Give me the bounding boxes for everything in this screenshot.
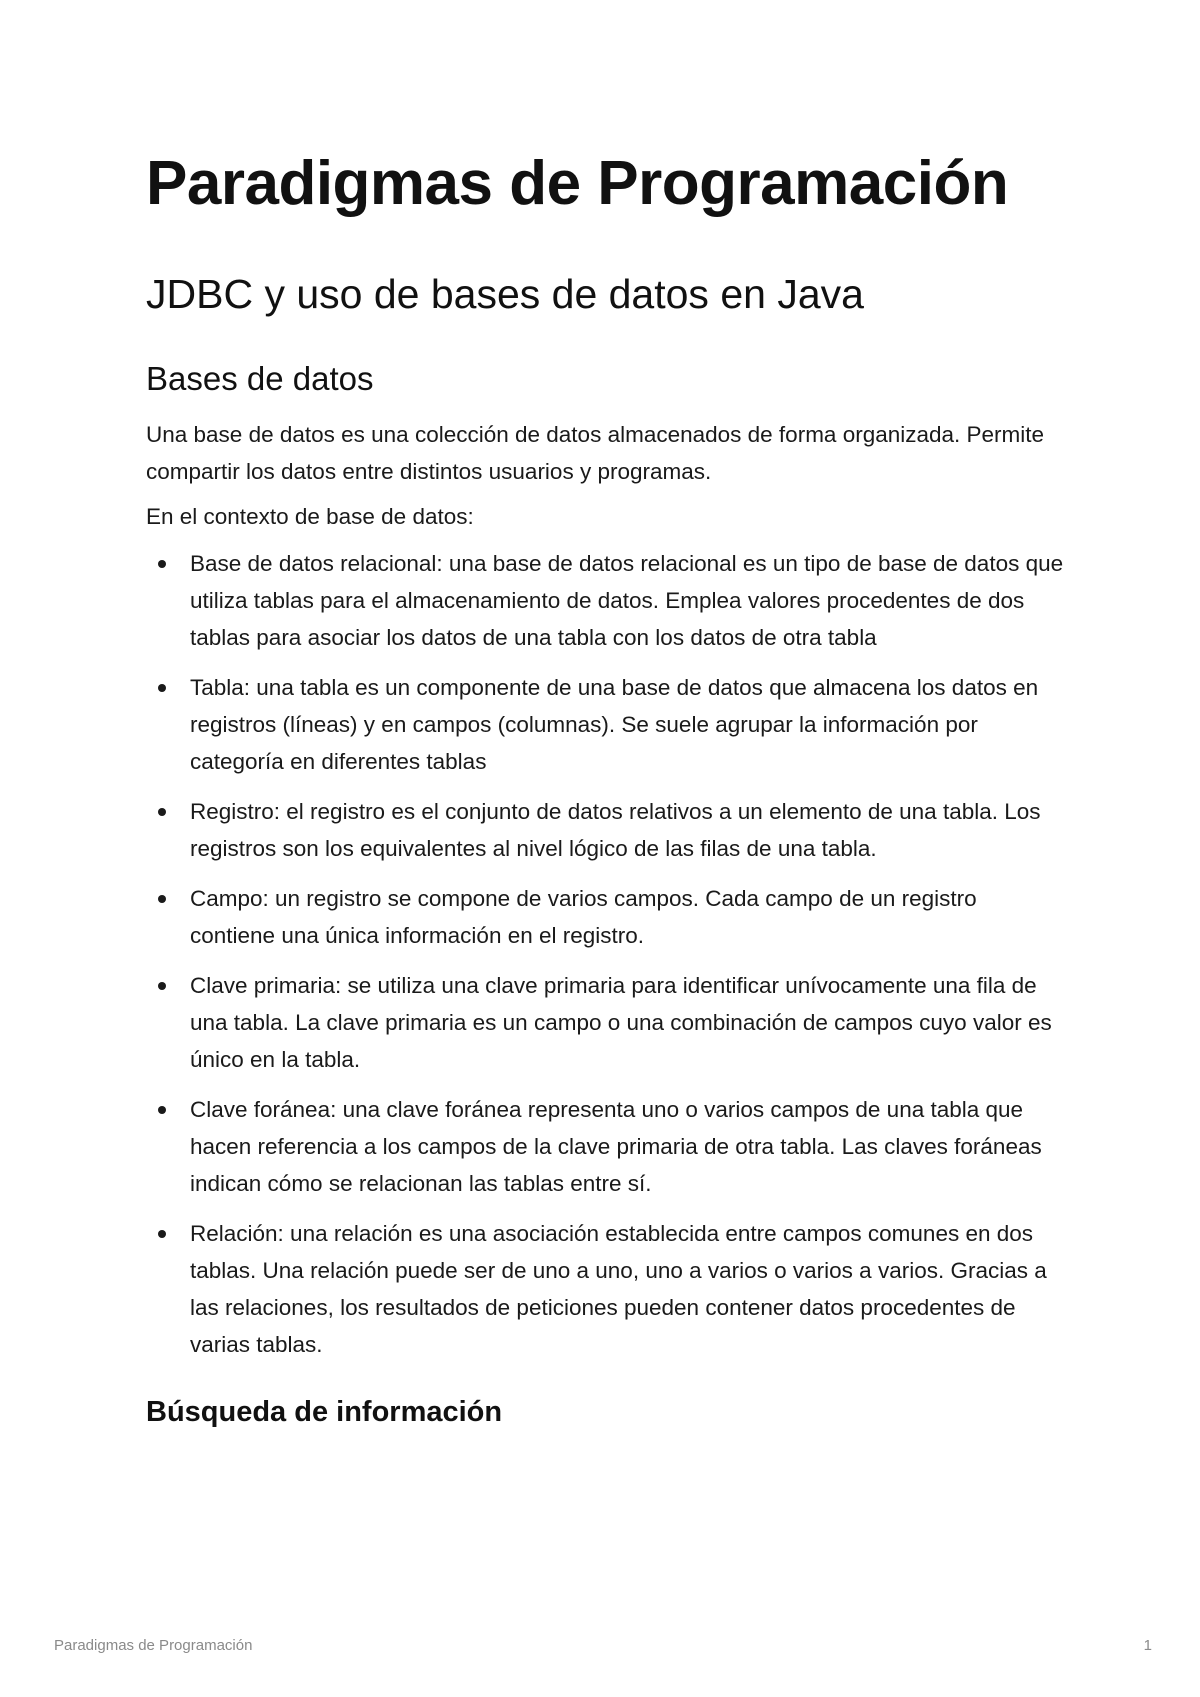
bullet-icon xyxy=(158,1230,166,1238)
bullet-icon xyxy=(158,1106,166,1114)
list-item-text: Campo: un registro se compone de varios campos. Cada campo de un registro contiene una única información en el registro. xyxy=(190,886,977,948)
list-item xyxy=(146,1215,1066,1363)
list-item-text: Clave foránea: una clave foránea representa uno o varios campos de una tabla que hacen referencia a los campos de la clave primaria de otra tabla. Las claves foráneas indican cómo se relacionan las tablas entre sí. xyxy=(190,1097,1042,1196)
list-item xyxy=(146,1091,1066,1202)
intro-paragraph: Una base de datos es una colección de datos almacenados de forma organizada. Permite compartir los datos entre distintos usuarios y programas. xyxy=(146,422,1045,484)
document-content xyxy=(146,148,1066,1433)
list-item xyxy=(146,793,1066,867)
section-heading-busqueda: Búsqueda de información xyxy=(146,1396,503,1428)
list-item-text: Clave primaria: se utiliza una clave primaria para identificar unívocamente una fila de una tabla. La clave primaria es un campo o una combinación de campos cuyo valor es único en la tabla. xyxy=(190,973,1052,1072)
bullet-icon xyxy=(158,684,166,692)
section-heading-bases-de-datos: Bases de datos xyxy=(146,360,374,397)
context-paragraph: En el contexto de base de datos: xyxy=(146,504,474,529)
page-title: Paradigmas de Programación xyxy=(146,149,1009,218)
bullet-icon xyxy=(158,560,166,568)
list-item xyxy=(146,545,1066,656)
bullet-icon xyxy=(158,982,166,990)
bullet-icon xyxy=(158,895,166,903)
list-item-text: Base de datos relacional: una base de datos relacional es un tipo de base de datos que utiliza tablas para el almacenamiento de datos. Emplea valores procedentes de dos tablas para asociar los datos de una tabla con los datos de otra tabla xyxy=(190,551,1064,650)
footer-page-number: 1 xyxy=(1143,1637,1152,1654)
list-item-text: Registro: el registro es el conjunto de datos relativos a un elemento de una tabla. Los registros son los equivalentes al nivel lógico de las filas de una tabla. xyxy=(190,799,1041,861)
bullet-icon xyxy=(158,808,166,816)
list-item-text: Relación: una relación es una asociación establecida entre campos comunes en dos tablas. Una relación puede ser de uno a uno, uno a varios o varios a varios. Gracias a las relaciones, los resultados de peticiones pueden contener datos procedentes de varias tablas. xyxy=(190,1221,1047,1357)
list-item xyxy=(146,669,1066,780)
footer-document-title: Paradigmas de Programación xyxy=(54,1637,253,1654)
list-item xyxy=(146,967,1066,1078)
list-item-text: Tabla: una tabla es un componente de una base de datos que almacena los datos en registros (líneas) y en campos (columnas). Se suele agrupar la información por categoría en diferentes tablas xyxy=(190,675,1039,774)
document-subtitle: JDBC y uso de bases de datos en Java xyxy=(146,271,864,317)
list-item xyxy=(146,880,1066,954)
definition-list xyxy=(146,545,1066,1363)
